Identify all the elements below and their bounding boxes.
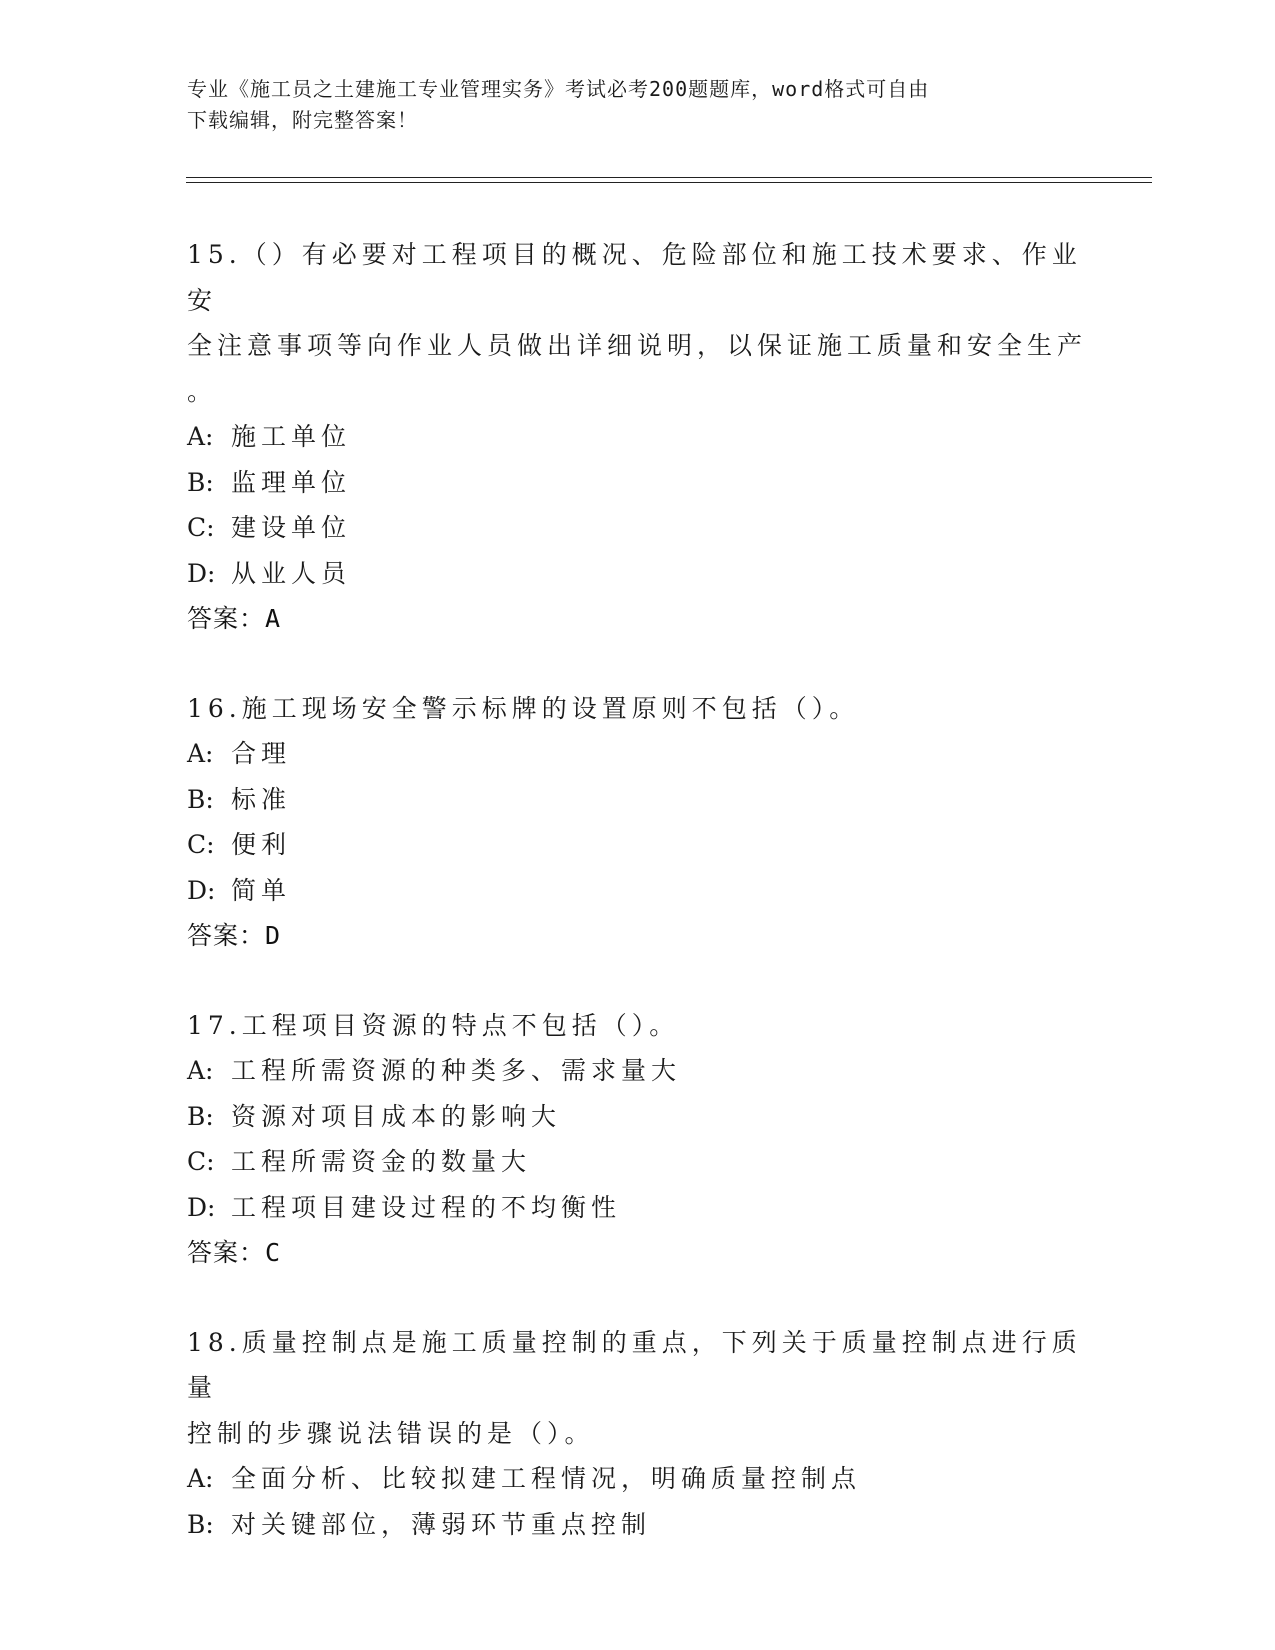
option-letter: B: — [187, 1509, 214, 1539]
option-letter: D: — [187, 875, 216, 905]
option-text: 工程项目建设过程的不均衡性 — [231, 1192, 622, 1222]
option-c — [187, 505, 1087, 551]
option-d — [187, 551, 1087, 597]
question-stem — [187, 1003, 1087, 1049]
option-letter: B: — [187, 467, 214, 497]
option-text: 全面分析、比较拟建工程情况，明确质量控制点 — [231, 1464, 862, 1493]
option-letter: A: — [187, 1464, 214, 1493]
option-text: 从业人员 — [231, 558, 352, 588]
question-18 — [187, 1320, 1087, 1548]
option-letter: A: — [187, 739, 214, 768]
option-text: 对关键部位，薄弱环节重点控制 — [231, 1509, 652, 1539]
option-b — [187, 1502, 1087, 1548]
question-stem — [187, 686, 1087, 732]
option-text: 工程所需资源的种类多、需求量大 — [231, 1056, 682, 1085]
stem-line: 控制的步骤说法错误的是（）。 — [187, 1418, 595, 1448]
option-d — [187, 868, 1087, 914]
question-stem — [187, 1320, 1087, 1457]
stem-line: 。 — [187, 376, 218, 406]
option-letter: A: — [187, 422, 214, 451]
stem-line: 18.质量控制点是施工质量控制的重点，下列关于质量控制点进行质量 — [187, 1327, 1082, 1402]
question-17 — [187, 1003, 1087, 1276]
stem-line: 15.（）有必要对工程项目的概况、危险部位和施工技术要求、作业安 — [187, 240, 1082, 315]
option-letter: B: — [187, 784, 214, 814]
answer-line: 答案：C — [187, 1238, 282, 1267]
answer-line: 答案：D — [187, 921, 282, 950]
question-15 — [187, 232, 1087, 642]
question-stem — [187, 232, 1087, 414]
option-b — [187, 460, 1087, 506]
option-letter: D: — [187, 1192, 216, 1222]
header-divider-bottom — [186, 182, 1152, 183]
header-line-1: 专业《施工员之土建施工专业管理实务》考试必考200题题库，word格式可自由 — [187, 77, 930, 101]
document-header — [187, 74, 1087, 136]
option-a — [187, 731, 1087, 777]
option-b — [187, 1094, 1087, 1140]
option-b — [187, 777, 1087, 823]
option-text: 建设单位 — [231, 513, 352, 542]
option-c — [187, 822, 1087, 868]
option-letter: B: — [187, 1101, 214, 1131]
option-letter: D: — [187, 558, 216, 588]
option-letter: C: — [187, 830, 215, 859]
answer-line: 答案：A — [187, 604, 282, 633]
option-a — [187, 1048, 1087, 1094]
stem-line: 全注意事项等向作业人员做出详细说明，以保证施工质量和安全生产 — [187, 331, 1088, 360]
option-text: 合理 — [231, 739, 292, 768]
option-text: 简单 — [231, 875, 292, 905]
option-a — [187, 414, 1087, 460]
option-text: 便利 — [231, 830, 292, 859]
question-list — [187, 232, 1087, 1591]
question-16 — [187, 686, 1087, 959]
option-text: 施工单位 — [231, 422, 352, 451]
option-d — [187, 1185, 1087, 1231]
option-text: 工程所需资金的数量大 — [231, 1147, 532, 1176]
option-letter: C: — [187, 513, 215, 542]
option-text: 标准 — [231, 784, 292, 814]
option-letter: A: — [187, 1056, 214, 1085]
stem-line: 16.施工现场安全警示标牌的设置原则不包括（）。 — [187, 693, 860, 723]
header-divider-top — [186, 177, 1152, 178]
option-text: 监理单位 — [231, 467, 352, 497]
option-c — [187, 1139, 1087, 1185]
header-line-2: 下载编辑，附完整答案！ — [187, 108, 418, 132]
option-a — [187, 1456, 1087, 1502]
stem-line: 17.工程项目资源的特点不包括（）。 — [187, 1010, 680, 1040]
option-text: 资源对项目成本的影响大 — [231, 1101, 562, 1131]
option-letter: C: — [187, 1147, 215, 1176]
